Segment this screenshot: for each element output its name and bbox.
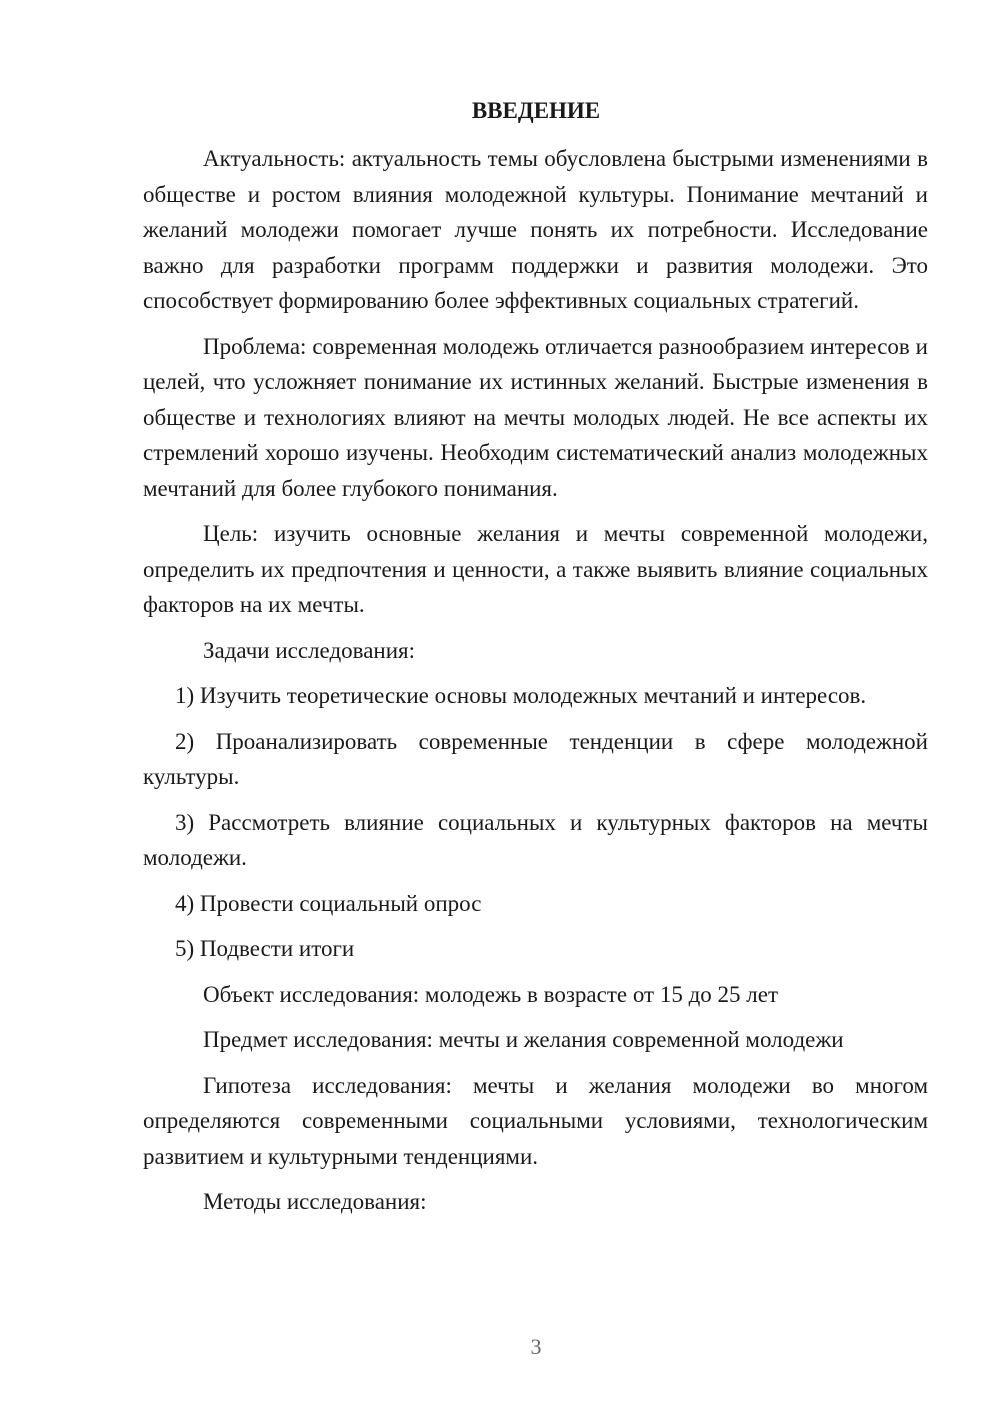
page-number: 3: [530, 1334, 542, 1359]
paragraph-hypothesis: Гипотеза исследования: мечты и желания молодежи во многом определяются современными социальными условиями, технологическим развитием и культурными тенденциями.: [143, 1072, 928, 1169]
tasks-heading: Задачи исследования:: [203, 637, 416, 663]
paragraph-subject: Предмет исследования: мечты и желания современной молодежи: [203, 1027, 844, 1052]
task-item-5: 5) Подвести итоги: [175, 936, 355, 961]
task-item-4: 4) Провести социальный опрос: [175, 890, 482, 916]
methods-heading: Методы исследования:: [203, 1189, 427, 1214]
task-item-2: 2) Проанализировать современные тенденции в сфере молодежной культуры.: [143, 728, 928, 789]
paragraph-problem: Проблема: современная молодежь отличается разнообразием интересов и целей, что усложняет понимание их истинных желаний. Быстрые изменения в обществе и технологиях влияют на мечты молодых людей. Не все аспекты их стремлений хорошо изучены. Необходим систематический анализ молодежных мечтаний для более глубокого понимания.: [143, 333, 928, 501]
page-title: ВВЕДЕНИЕ: [471, 98, 601, 123]
paragraph-relevance: Актуальность: актуальность темы обусловлена быстрыми изменениями в обществе и ростом влияния молодежной культуры. Понимание мечтаний и желаний молодежи помогает лучше понять их потребности. Исследование важно для разработки программ поддержки и развития молодежи. Это способствует формированию более эффективных социальных стратегий.: [143, 146, 928, 313]
paragraph-object: Объект исследования: молодежь в возрасте от 15 до 25 лет: [203, 981, 779, 1007]
task-item-3: 3) Рассмотреть влияние социальных и культурных факторов на мечты молодежи.: [143, 809, 928, 870]
paragraph-goal: Цель: изучить основные желания и мечты современной молодежи, определить их предпочтения и ценности, а также выявить влияние социальных факторов на их мечты.: [143, 521, 928, 617]
document-body: [143, 141, 928, 1230]
task-item-1: 1) Изучить теоретические основы молодежных мечтаний и интересов.: [175, 683, 867, 708]
